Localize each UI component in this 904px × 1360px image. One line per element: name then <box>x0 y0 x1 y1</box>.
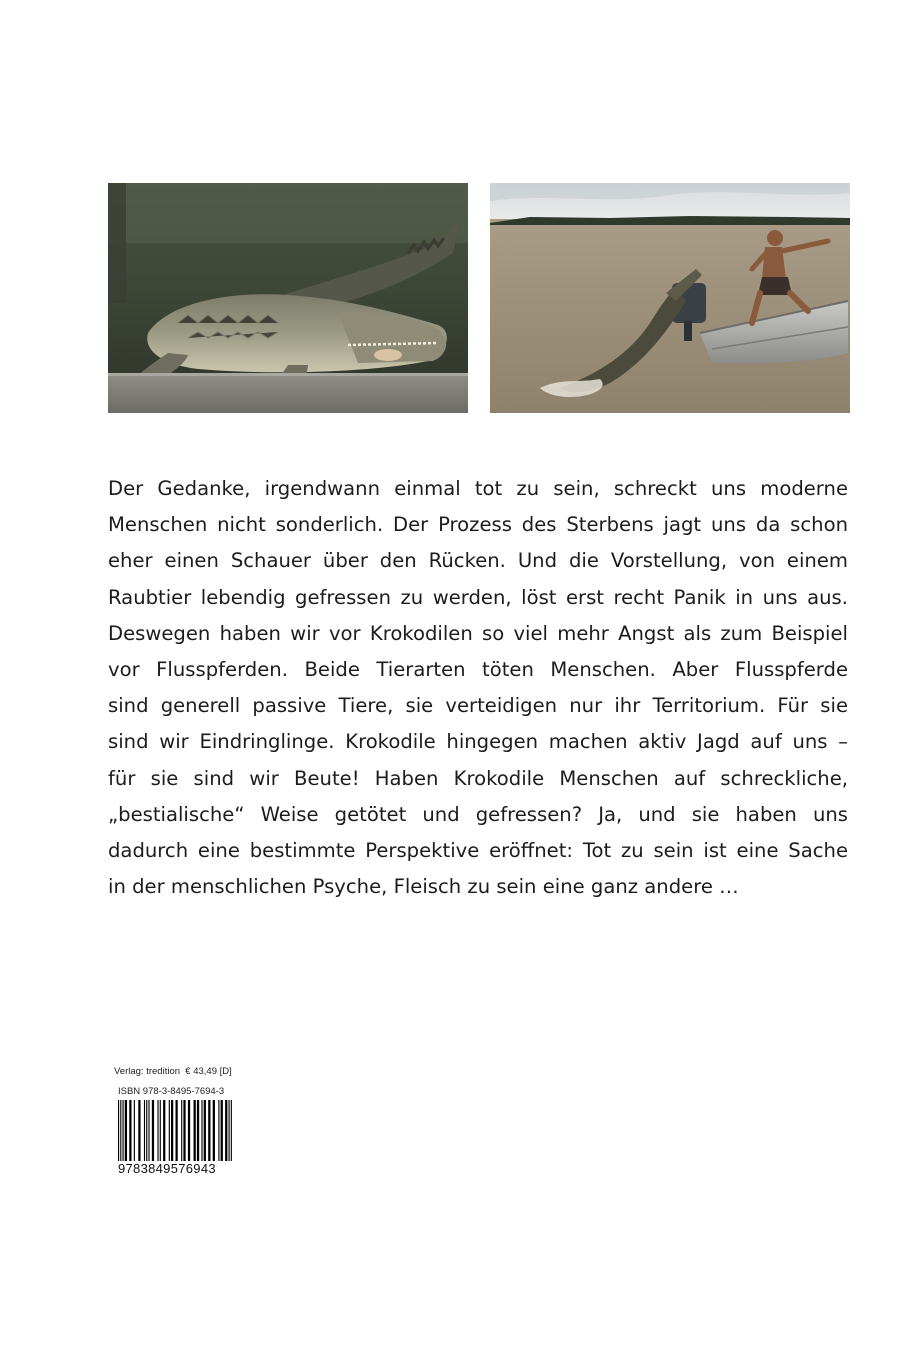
barcode-bar <box>204 1100 206 1161</box>
barcode-bar <box>188 1100 190 1161</box>
barcode-bar <box>123 1100 124 1161</box>
barcode-bar <box>171 1100 173 1161</box>
blurb-line: „bestialische“ Weise getötet und gefressen? Ja, und sie haben uns <box>108 802 848 826</box>
isbn-label: ISBN 978-3-8495-7694-3 <box>118 1086 225 1097</box>
blurb-line: Raubtier lebendig gefressen zu werden, löst erst recht Panik in uns aus. <box>108 585 848 609</box>
blurb-line: Deswegen haben wir vor Krokodilen so viel mehr Angst als zum Beispiel <box>108 621 848 645</box>
barcode-bar <box>221 1100 223 1161</box>
barcode-bar <box>163 1100 165 1161</box>
barcode-bar <box>134 1100 135 1161</box>
blurb-line: vor Flusspferden. Beide Tierarten töten Menschen. Aber Flusspferde <box>108 657 848 681</box>
barcode-bar <box>152 1100 154 1161</box>
blurb-line: sind wir Eindringlinge. Krokodile hingegen machen aktiv Jagd auf uns – <box>108 730 848 754</box>
barcode-bar <box>181 1100 182 1161</box>
barcode-bar <box>225 1100 227 1161</box>
barcode-bar <box>120 1100 121 1161</box>
price-label: € 43,49 [D] <box>185 1066 232 1077</box>
barcode-bar <box>148 1100 149 1161</box>
blurb-line: Menschen nicht sonderlich. Der Prozess des Sterbens jagt uns da schon <box>108 513 848 537</box>
barcode-bar <box>183 1100 185 1161</box>
barcode-bar <box>125 1100 127 1161</box>
barcode-bar <box>201 1100 202 1161</box>
barcode-bar <box>144 1100 145 1161</box>
isbn-barcode <box>118 1100 233 1161</box>
blurb-line: in der menschlichen Psyche, Fleisch zu sein eine ganz andere … <box>108 875 739 899</box>
blurb-line: dadurch eine bestimmte Perspektive eröffnet: Tot zu sein ist eine Sache <box>108 838 848 862</box>
barcode-bar <box>146 1100 147 1161</box>
barcode-bar <box>118 1100 119 1161</box>
ean-number: 9783849576943 <box>118 1161 216 1176</box>
barcode-bar <box>129 1100 131 1161</box>
publisher-label: Verlag: tredition <box>114 1066 181 1077</box>
boat-attack-photo <box>490 183 850 413</box>
barcode-bar <box>231 1100 232 1161</box>
blurb-line: für sie sind wir Beute! Haben Krokodile Menschen auf schreckliche, <box>108 766 848 790</box>
blurb-line: Der Gedanke, irgendwann einmal tot zu sein, schreckt uns moderne <box>108 477 848 500</box>
blurb-line: sind generell passive Tiere, sie verteidigen nur ihr Territorium. Für sie <box>108 694 848 718</box>
barcode-bar <box>160 1100 161 1161</box>
barcode-bar <box>213 1100 215 1161</box>
barcode-bar <box>194 1100 196 1161</box>
barcode-bar <box>176 1100 178 1161</box>
barcode-bar <box>157 1100 158 1161</box>
barcode-bar <box>197 1100 199 1161</box>
barcode-bar <box>208 1100 210 1161</box>
barcode-bar <box>169 1100 170 1161</box>
barcode-bar <box>218 1100 219 1161</box>
barcode-bar <box>138 1100 140 1161</box>
publisher-price-line <box>114 1066 232 1077</box>
crocodile-photo <box>108 183 468 413</box>
blurb-text <box>108 471 848 905</box>
barcode-bar <box>228 1100 229 1161</box>
blurb-line: eher einen Schauer über den Rücken. Und die Vorstellung, von einem <box>108 549 848 573</box>
